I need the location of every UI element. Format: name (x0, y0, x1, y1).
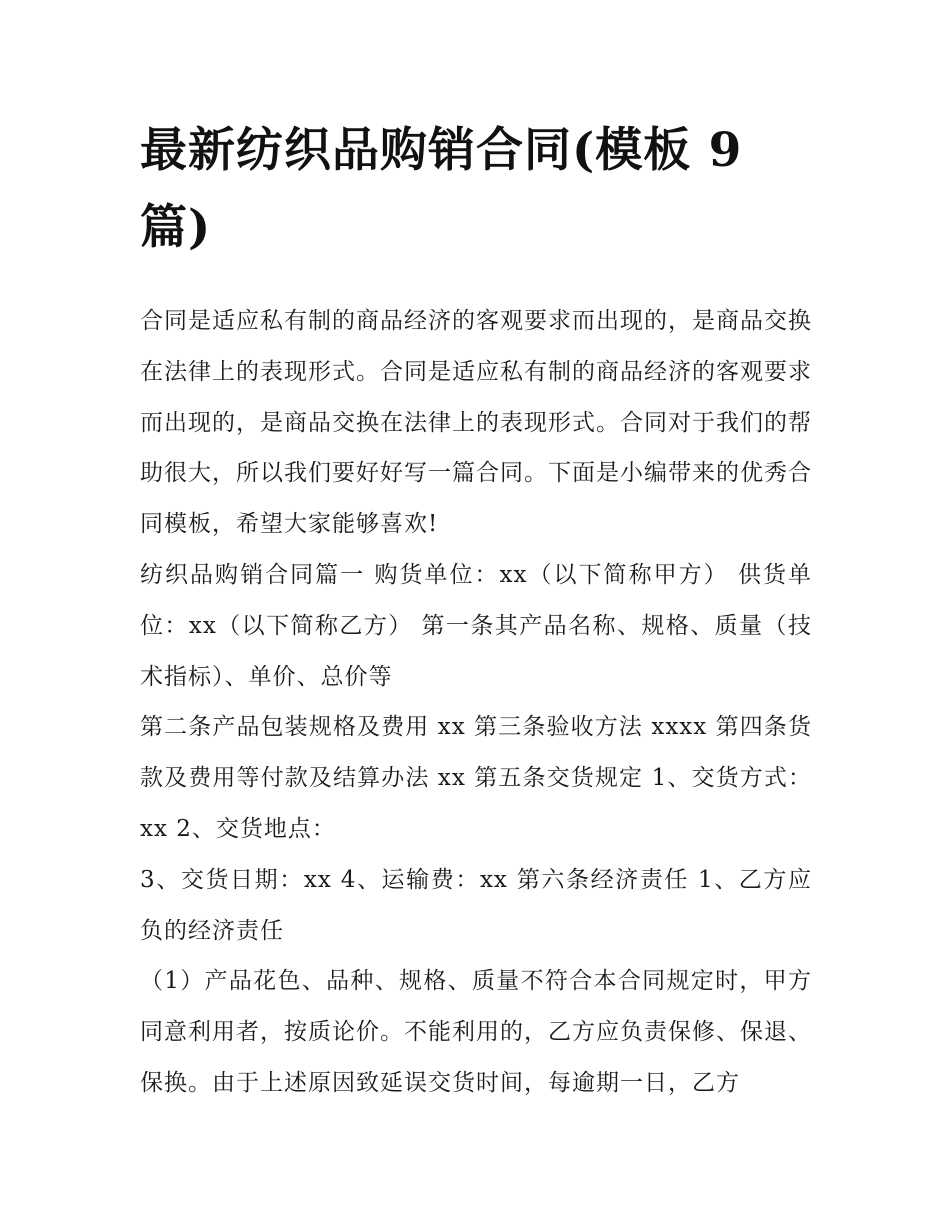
document-content (140, 112, 812, 1109)
contract-parties-paragraph: 纺织品购销合同篇一 购货单位：xx（以下简称甲方） 供货单位：xx（以下简称乙方） 第一条其产品名称、规格、质量（技术指标）、单价、总价等 (140, 561, 812, 690)
liability-clause-paragraph: （1）产品花色、品种、规格、质量不符合本合同规定时，甲方同意利用者，按质论价。不能利用的，乙方应负责保修、保退、保换。由于上述原因致延误交货时间，每逾期一日，乙方 (140, 968, 812, 1096)
delivery-liability-paragraph: 3、交货日期：xx 4、运输费：xx 第六条经济责任 1、乙方应负的经济责任 (140, 866, 812, 944)
contract-terms-paragraph: 第二条产品包装规格及费用 xx 第三条验收方法 xxxx 第四条货款及费用等付款及结算办法 xx 第五条交货规定 1、交货方式：xx 2、交货地点： (140, 714, 812, 842)
intro-paragraph: 合同是适应私有制的商品经济的客观要求而出现的，是商品交换在法律上的表现形式。合同是适应私有制的商品经济的客观要求而出现的，是商品交换在法律上的表现形式。合同对于我们的帮助很大，所以我们要好好写一篇合同。下面是小编带来的优秀合同模板，希望大家能够喜欢! (140, 308, 812, 538)
document-title: 最新纺织品购销合同(模板 9 篇) (140, 123, 743, 255)
